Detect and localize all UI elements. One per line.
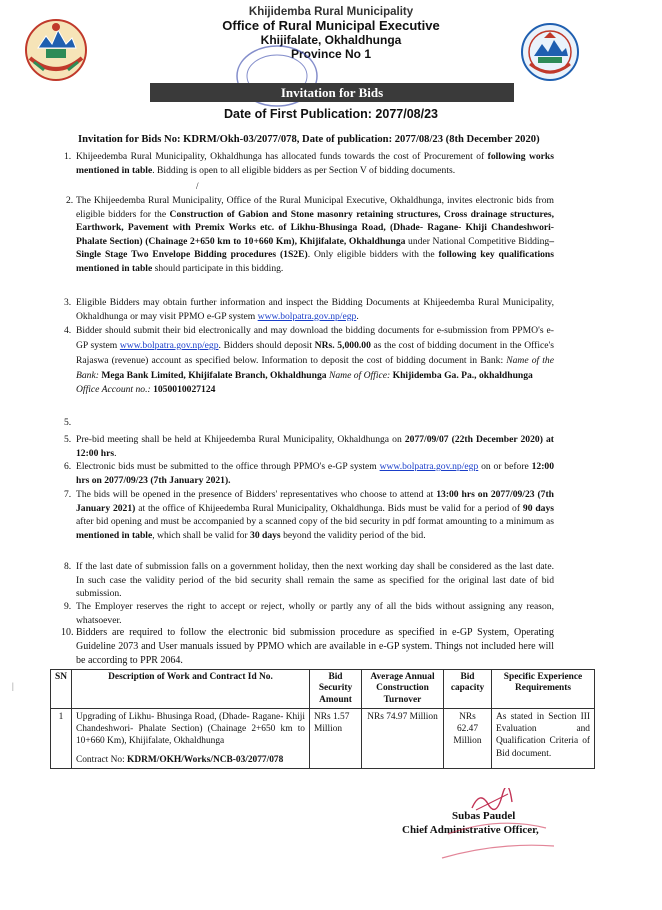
clause-text: at the office of Khijeedemba Rural Municipality, Okhaldhunga. Bids must be valid for a period of (135, 502, 523, 514)
clause-number: 8. (64, 561, 72, 572)
clause-text: should participate in this bidding. (152, 263, 284, 275)
clause-text: . Bidding is open to all eligible bidders as per Section V of bidding documents. (152, 164, 456, 176)
clause-bold: mentioned in table (76, 529, 153, 541)
clause-text: under National Competitive Bidding (405, 235, 550, 247)
egp-link[interactable]: www.bolpatra.gov.np/egp (257, 310, 357, 322)
clause-text: . Only eligible bidders with the (307, 249, 439, 261)
invitation-title-bar: Invitation for Bids (150, 83, 514, 102)
clause-text: after bid opening and must be accompanied by a scanned copy of the bid security in pdf format amounting to a minimum as (76, 516, 554, 528)
pen-mark: / (196, 181, 199, 191)
clause-text: If the last date of submission falls on a government holiday, then the next working day shall be considered as the last date. In such case the validity period of the bid security shall remain the same as specified for the original last date of bid submission. (76, 561, 554, 600)
office-value: Khijidemba Ga. Pa., okhaldhunga (390, 369, 533, 381)
clause-bold: 30 days (250, 529, 281, 541)
officer-stamp-icon (428, 806, 558, 866)
cell-experience: As stated in Section III Evaluation and Qualification Criteria of Bid document. (491, 708, 594, 768)
clause-number: 10. (61, 627, 74, 638)
clause-text: Electronic bids must be submitted to the office through PPMO's e-GP system (76, 461, 380, 472)
invitation-reference (78, 132, 618, 147)
clause-number: 5. (64, 417, 72, 428)
clause-number: 6. (64, 461, 72, 472)
work-description: Upgrading of Likhu- Bhusinga Road, (Dhade- Ragane- Khiji Chandeshwori- Phalate Section) (Chainage 2+650 km to 10+660 Km), Khijifalate, Okhaldhunga (75, 711, 305, 747)
office-label: Name of Office: (326, 369, 391, 381)
cell-turnover: NRs 74.97 Million (361, 708, 443, 768)
clause-number: 9. (64, 601, 72, 612)
contract-number (76, 754, 305, 766)
municipality-name: Khijidemba Rural Municipality (248, 6, 414, 18)
clause-bold: 12:00 hrs on 2077/09/23 (7th January 2021). (76, 461, 554, 486)
egp-link[interactable]: www.bolpatra.gov.np/egp (119, 339, 219, 351)
province-name: Province No 1 (290, 47, 372, 61)
table-header-row (51, 670, 595, 709)
clause-text: Pre-bid meeting shall be held at Khijeedemba Rural Municipality, Okhaldhunga on (76, 434, 405, 445)
clause-text: beyond the validity period of the bid. (280, 529, 426, 541)
clause-text: Bidder should submit their bid electronically and may download the bidding documents for e-submission from PPMO's e-GP system (76, 325, 554, 351)
clause-text: Eligible Bidders may obtain further information and inspect the Bidding Documents at Khijeedemba Rural Municipality, Okhaldhunga or may visit PPMO e-GP system (76, 297, 554, 322)
clause-text: . (114, 447, 117, 459)
header-turnover: Average Annual Construction Turnover (361, 670, 443, 709)
cell-sn: 1 (51, 708, 72, 768)
clause-bold: –Single Stage Two Envelope Bidding procedures (1S2E) (76, 235, 554, 261)
clause-6 (64, 460, 554, 487)
clause-text: . Bidders should deposit (218, 339, 315, 351)
account-number: 1050010027124 (150, 384, 216, 396)
egp-link[interactable]: www.bolpatra.gov.np/egp (379, 461, 479, 472)
signatory-title: Chief Administrative Officer, (402, 824, 539, 836)
header-sn: SN (51, 670, 72, 709)
clause-text: Bidders are required to follow the electronic bid submission procedure as specified in e-GP System, Operating Guideline 2073 and User manuals issued by PPMO which are available in e-GP system. Things not included here will be according to PPR 2064. (76, 627, 554, 667)
office-name: Office of Rural Municipal Executive (222, 18, 440, 33)
letterhead (0, 6, 662, 61)
clause-number: 2. (66, 195, 74, 206)
clause-text: The Employer reserves the right to accept or reject, wholly or partly any of all the bids without assigning any reason, whatsoever. (76, 601, 554, 626)
office-address: Khijifalate, Okhaldhunga (260, 33, 402, 47)
clause-bold: 90 days (522, 502, 554, 514)
signatory-name: Subas Paudel (452, 810, 516, 822)
header-bid-capacity: Bid capacity (443, 670, 491, 709)
clause-1 (64, 150, 554, 177)
clause-bold: following key qualifications mentioned in table (76, 249, 554, 275)
clause-bold: Construction of Gabion and Stone masonry retaining structures, Cross drainage structures, Earthwork, Pavement with Premix Works etc. of Likhu-Bhusinga Road, (Dhade- Ragane- Khiji Chandeshwori- Phalate Section) (Chainage 2+650 km to 10+660 Km), Khijifalate, Okhaldhunga (76, 208, 555, 247)
clause-text: The bids will be opened in the presence of Bidders' representatives who choose to attend at (76, 489, 437, 500)
clause-2 (66, 194, 555, 276)
bank-label: Name of the Bank: (76, 354, 554, 381)
cell-description (71, 708, 309, 768)
bank-name: Mega Bank Limited, Khijifalate Branch, Okhaldhunga (98, 369, 327, 381)
clause-text: as the cost of bidding document in the Office's Rajaswa (revenue) account as specified below. Information to deposit the cost of bidding document in Bank: (76, 339, 554, 366)
bid-requirements-table (50, 669, 595, 769)
contract-label: Contract No: (75, 754, 128, 765)
clause-text: Khijeedemba Rural Municipality, Okhaldhunga has allocated funds towards the cost of Procurement of (76, 151, 488, 162)
clause-bold: 13:00 hrs on 2077/09/23 (7th January 2021) (76, 489, 554, 514)
clause-text: . (356, 310, 359, 322)
clause-text: on or before (478, 461, 532, 472)
clause-number: 4. (64, 325, 72, 336)
cell-bid-capacity: NRs 62.47 Million (443, 708, 491, 768)
clause-number: 1. (64, 151, 72, 162)
clause-number: 3. (64, 297, 72, 308)
first-publication-date: Date of First Publication: 2077/08/23 (224, 107, 438, 121)
clause-10 (61, 626, 554, 669)
clause-number: 7. (64, 489, 72, 500)
clause-bold: NRs. 5,000.00 (314, 339, 371, 351)
clause-4 (64, 324, 554, 398)
header-description: Description of Work and Contract Id No. (71, 670, 309, 709)
clause-8 (64, 560, 554, 601)
contract-id: KDRM/OKH/Works/NCB-03/2077/078 (127, 754, 284, 765)
margin-mark: | (12, 681, 14, 691)
clause-7 (64, 488, 554, 542)
cell-bid-security: NRs 1.57 Million (309, 708, 361, 768)
account-label: Office Account no.: (76, 384, 151, 396)
invitation-reference-text: Invitation for Bids No: KDRM/Okh-03/2077/078, Date of publication: 2077/08/23 (8th December 2020) (78, 134, 540, 145)
clause-text: , which shall be valid for (152, 529, 251, 541)
clause-bold: following works mentioned in table (76, 151, 554, 176)
clause-number: 5. (64, 434, 72, 445)
clause-9 (64, 600, 554, 627)
clause-3 (64, 296, 554, 323)
header-experience: Specific Experience Requirements (491, 670, 594, 709)
clause-5 (64, 433, 554, 460)
clause-text: The Khijeedemba Rural Municipality, Office of the Rural Municipal Executive, Okhaldhunga, invites electronic bids from eligible bidders for the (76, 195, 554, 220)
table-row (51, 708, 595, 768)
clause-bold: 2077/09/07 (22th December 2020) at 12:00 hrs (76, 434, 554, 459)
header-bid-security: Bid Security Amount (309, 670, 361, 709)
